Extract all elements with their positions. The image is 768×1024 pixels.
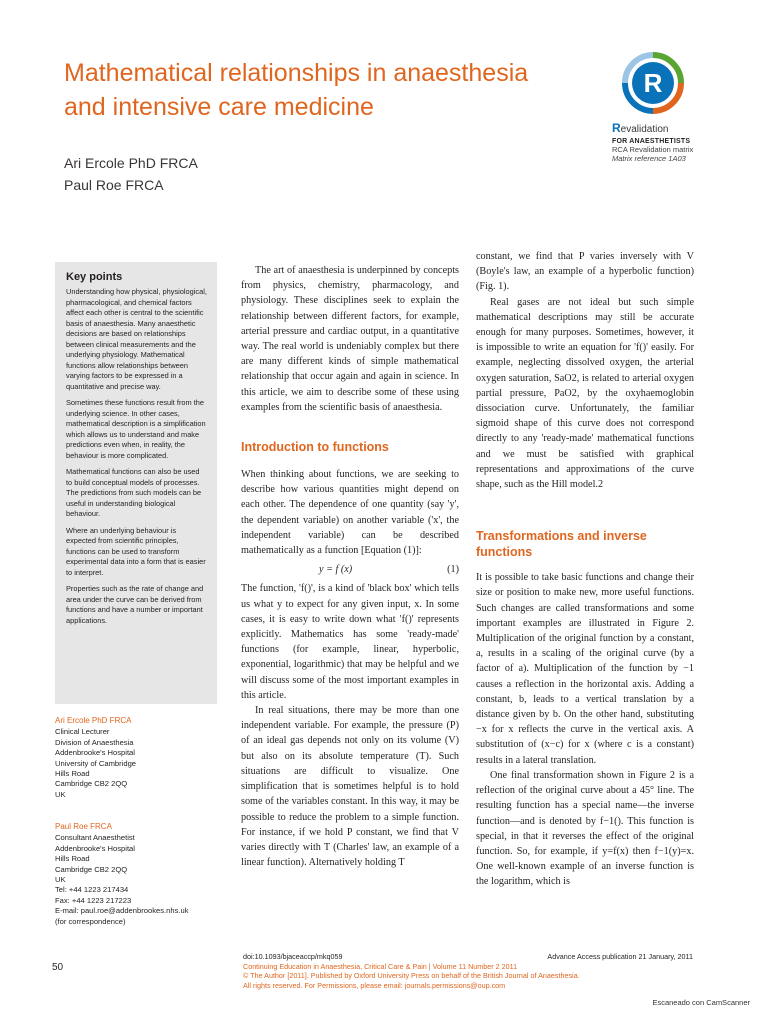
affiliation-name: Paul Roe FRCA xyxy=(55,822,112,831)
body-paragraph: In real situations, there may be more than one independent variable. For example, the pressure (P) of an ideal gas depends not only on its volume (V) but also on its absolute temperature (T). Such situations are difficult to visualize. One simplification that is sometimes helpful is to hold some of the variables constant. In this way, it may be possible to reduce the problem to a simple function. For instance, if we hold P constant, we find that V varies directly with T (Charles' law, an example of a linear function). Alternatively holding T xyxy=(241,705,459,869)
key-point: Where an underlying behaviour is expected from scientific principles, functions can be used to transform experimental data into a form that is easier to interpret. xyxy=(66,525,206,577)
affiliation-line: UK xyxy=(55,875,66,885)
advance-access-text: Advance Access publication 21 January, 2011 xyxy=(547,952,693,961)
doi-text: doi:10.1093/bjaceaccp/mkq059 xyxy=(243,952,343,961)
body-paragraph: When thinking about functions, we are seeking to describe how various quantities might depend on each other. The dependence of one quantity (say 'y', the dependent variable) on another variable ('x', the independent variable) can be described mathematically as a function [Equation (1)]: xyxy=(241,469,459,557)
logo-letter: R xyxy=(643,68,663,98)
section-heading-transformations xyxy=(476,528,694,560)
key-point: Understanding how physical, physiological, pharmacological, and chemical factors affect each other is central to the scientific basis of anaesthesia. Many anaesthetic decisions are based on relationships between clinical measurements and the underlying physiology. Mathematical functions allow relationships between varying factors to be expressed in a quantitative and precise way. xyxy=(66,287,207,391)
journal-citation: Continuing Education in Anaesthesia, Critical Care & Pain | Volume 11 Number 2 2011 xyxy=(243,961,518,971)
body-paragraph: One final transformation shown in Figure 2 is a reflection of the original curve about a 45° line. The resulting function has a special name—the inverse function—and is denoted by f−1(). This function is special, in that it reverses the effect of the original function. So, for example, if y=f(x) then f−1(y)=x. One well-known example of an inverse function is the logarithm, which is xyxy=(476,769,694,888)
affiliation-line: Cambridge CB2 2QQ xyxy=(55,864,128,874)
equation-text: y = f (x) xyxy=(319,564,353,576)
scanner-watermark: Escaneado con CamScanner xyxy=(652,998,750,1007)
affiliation-ercole xyxy=(55,716,230,800)
revalidation-logo-icon xyxy=(622,52,684,114)
author-list xyxy=(64,152,198,196)
revalidation-matrix: RCA Revalidation matrix xyxy=(612,145,694,154)
intro-paragraph: The art of anaesthesia is underpinned by concepts from physics, chemistry, pharmacology, and physiology. These disciplines seek to explain the relationship between different factors, for example, arterial pressure and cardiac output, in a quantitative way. The real world is undeniably complex but there are many different kinds of simple mathematical relationship that occur again and again in science. In this article, we aim to describe some of these using examples from the scientific basis of anaesthesia. xyxy=(241,265,459,413)
heading-line: Transformations and inverse xyxy=(476,529,647,544)
affiliation-line: Consultant Anaesthetist xyxy=(55,833,135,843)
body-paragraph: It is possible to take basic functions and change their size or position to make new, more useful functions. Such changes are called transformations and some important examples are illustrated in Figure 2. Multiplication of the original function by a constant, a, results in a scaling of the original curve (by a factor of a). Multiplication of the function by −1 causes a reflection in the horizontal axis. Adding a constant, b, leads to a vertical translation by a distance given by b. On the other hand, substituting −x for x reflects the curve in the vertical axis. A substitution of (x−c) for x (where c is a constant) results in a lateral translation. xyxy=(476,572,694,766)
section-heading-functions: Introduction to functions xyxy=(241,440,389,455)
affiliation-line: Addenbrooke's Hospital xyxy=(55,843,135,853)
body-paragraph: The function, 'f()', is a kind of 'black box' which tells us what y to expect for any given input, x. In some cases, it is easy to write down what 'f()' represents explicitly. Mathematics has some 'ready-made' functions (for example, linear, hyperbolic, exponential, logarithmic) that may be helpful and we will discuss some of the most important examples in this article. xyxy=(241,583,459,701)
body-column-1 xyxy=(241,263,459,870)
title-line-2: and intensive care medicine xyxy=(64,93,374,121)
author-1: Ari Ercole PhD FRCA xyxy=(64,155,198,171)
body-column-2 xyxy=(476,249,694,890)
affiliation-line: Hills Road xyxy=(55,769,90,779)
affiliation-line: Hills Road xyxy=(55,854,90,864)
equation-number: (1) xyxy=(447,564,459,576)
rights-text: All rights reserved. For Permissions, please email: journals.permissions@oup.com xyxy=(243,980,506,990)
revalidation-brand xyxy=(612,121,712,135)
affiliation-line: UK xyxy=(55,789,66,799)
body-paragraph: Real gases are not ideal but such simple mathematical descriptions may still be accurate enough for many purposes. Sometimes, however, it is impossible to write an equation for 'f()' easily. For example, neglecting dissolved oxygen, the arterial oxygen saturation, SaO2, is related to arterial oxygen partial pressure, PaO2, by the oxyhaemoglobin dissociation curve. Unfortunately, the familiar sigmoid shape of this curve does not correspond directly to any 'ready-made' mathematical functions and we must be satisfied with graphical representations and approximations of the curve shape, such as the Hill model.2 xyxy=(476,296,694,491)
key-point: Properties such as the rate of change and area under the curve can be derived from functions and have a number or important applications. xyxy=(66,584,204,625)
page-footer xyxy=(243,952,713,990)
affiliation-line: Addenbrooke's Hospital xyxy=(55,748,135,758)
author-2: Paul Roe FRCA xyxy=(64,177,164,193)
key-point: Mathematical functions can also be used to build conceptual models of processes. The predictions from such models can be useful in understanding biological behaviour. xyxy=(66,467,202,518)
key-points-box xyxy=(55,262,217,704)
equation-1 xyxy=(241,558,459,581)
affiliation-line: Fax: +44 1223 217223 xyxy=(55,895,132,905)
affiliation-line: E-mail: paul.roe@addenbrookes.nhs.uk xyxy=(55,906,189,916)
affiliation-line: Division of Anaesthesia xyxy=(55,737,134,747)
title-line-1: Mathematical relationships in anaesthesia xyxy=(64,59,529,87)
revalidation-subtitle: FOR ANAESTHETISTS xyxy=(612,138,691,145)
brand-rest: evalidation xyxy=(620,124,669,135)
brand-initial: R xyxy=(612,121,621,135)
revalidation-reference: Matrix reference 1A03 xyxy=(612,154,686,163)
affiliation-line: Cambridge CB2 2QQ xyxy=(55,779,128,789)
revalidation-badge xyxy=(612,52,712,163)
affiliation-line: Tel: +44 1223 217434 xyxy=(55,885,129,895)
heading-line: functions xyxy=(476,545,533,560)
footer-row xyxy=(243,952,693,962)
body-paragraph: constant, we find that P varies inversely with V (Boyle's law, an example of a hyperbolic function) (Fig. 1). xyxy=(476,251,694,293)
affiliation-line: Clinical Lecturer xyxy=(55,727,110,737)
page-number: 50 xyxy=(52,962,64,973)
affiliation-name: Ari Ercole PhD FRCA xyxy=(55,716,132,725)
affiliation-line: (for correspondence) xyxy=(55,916,126,926)
key-point: Sometimes these functions result from the underlying science. In other cases, mathematical description is a simplification which allows us to understand and make predictions even when, in reality, the behaviour is more complicated. xyxy=(66,398,206,460)
key-points-heading: Key points xyxy=(66,271,123,283)
affiliation-roe xyxy=(55,822,230,927)
article-title xyxy=(64,56,604,124)
affiliation-line: University of Cambridge xyxy=(55,758,137,768)
copyright-text: © The Author [2011]. Published by Oxford University Press on behalf of the British Journal of Anaesthesia. xyxy=(243,971,580,981)
